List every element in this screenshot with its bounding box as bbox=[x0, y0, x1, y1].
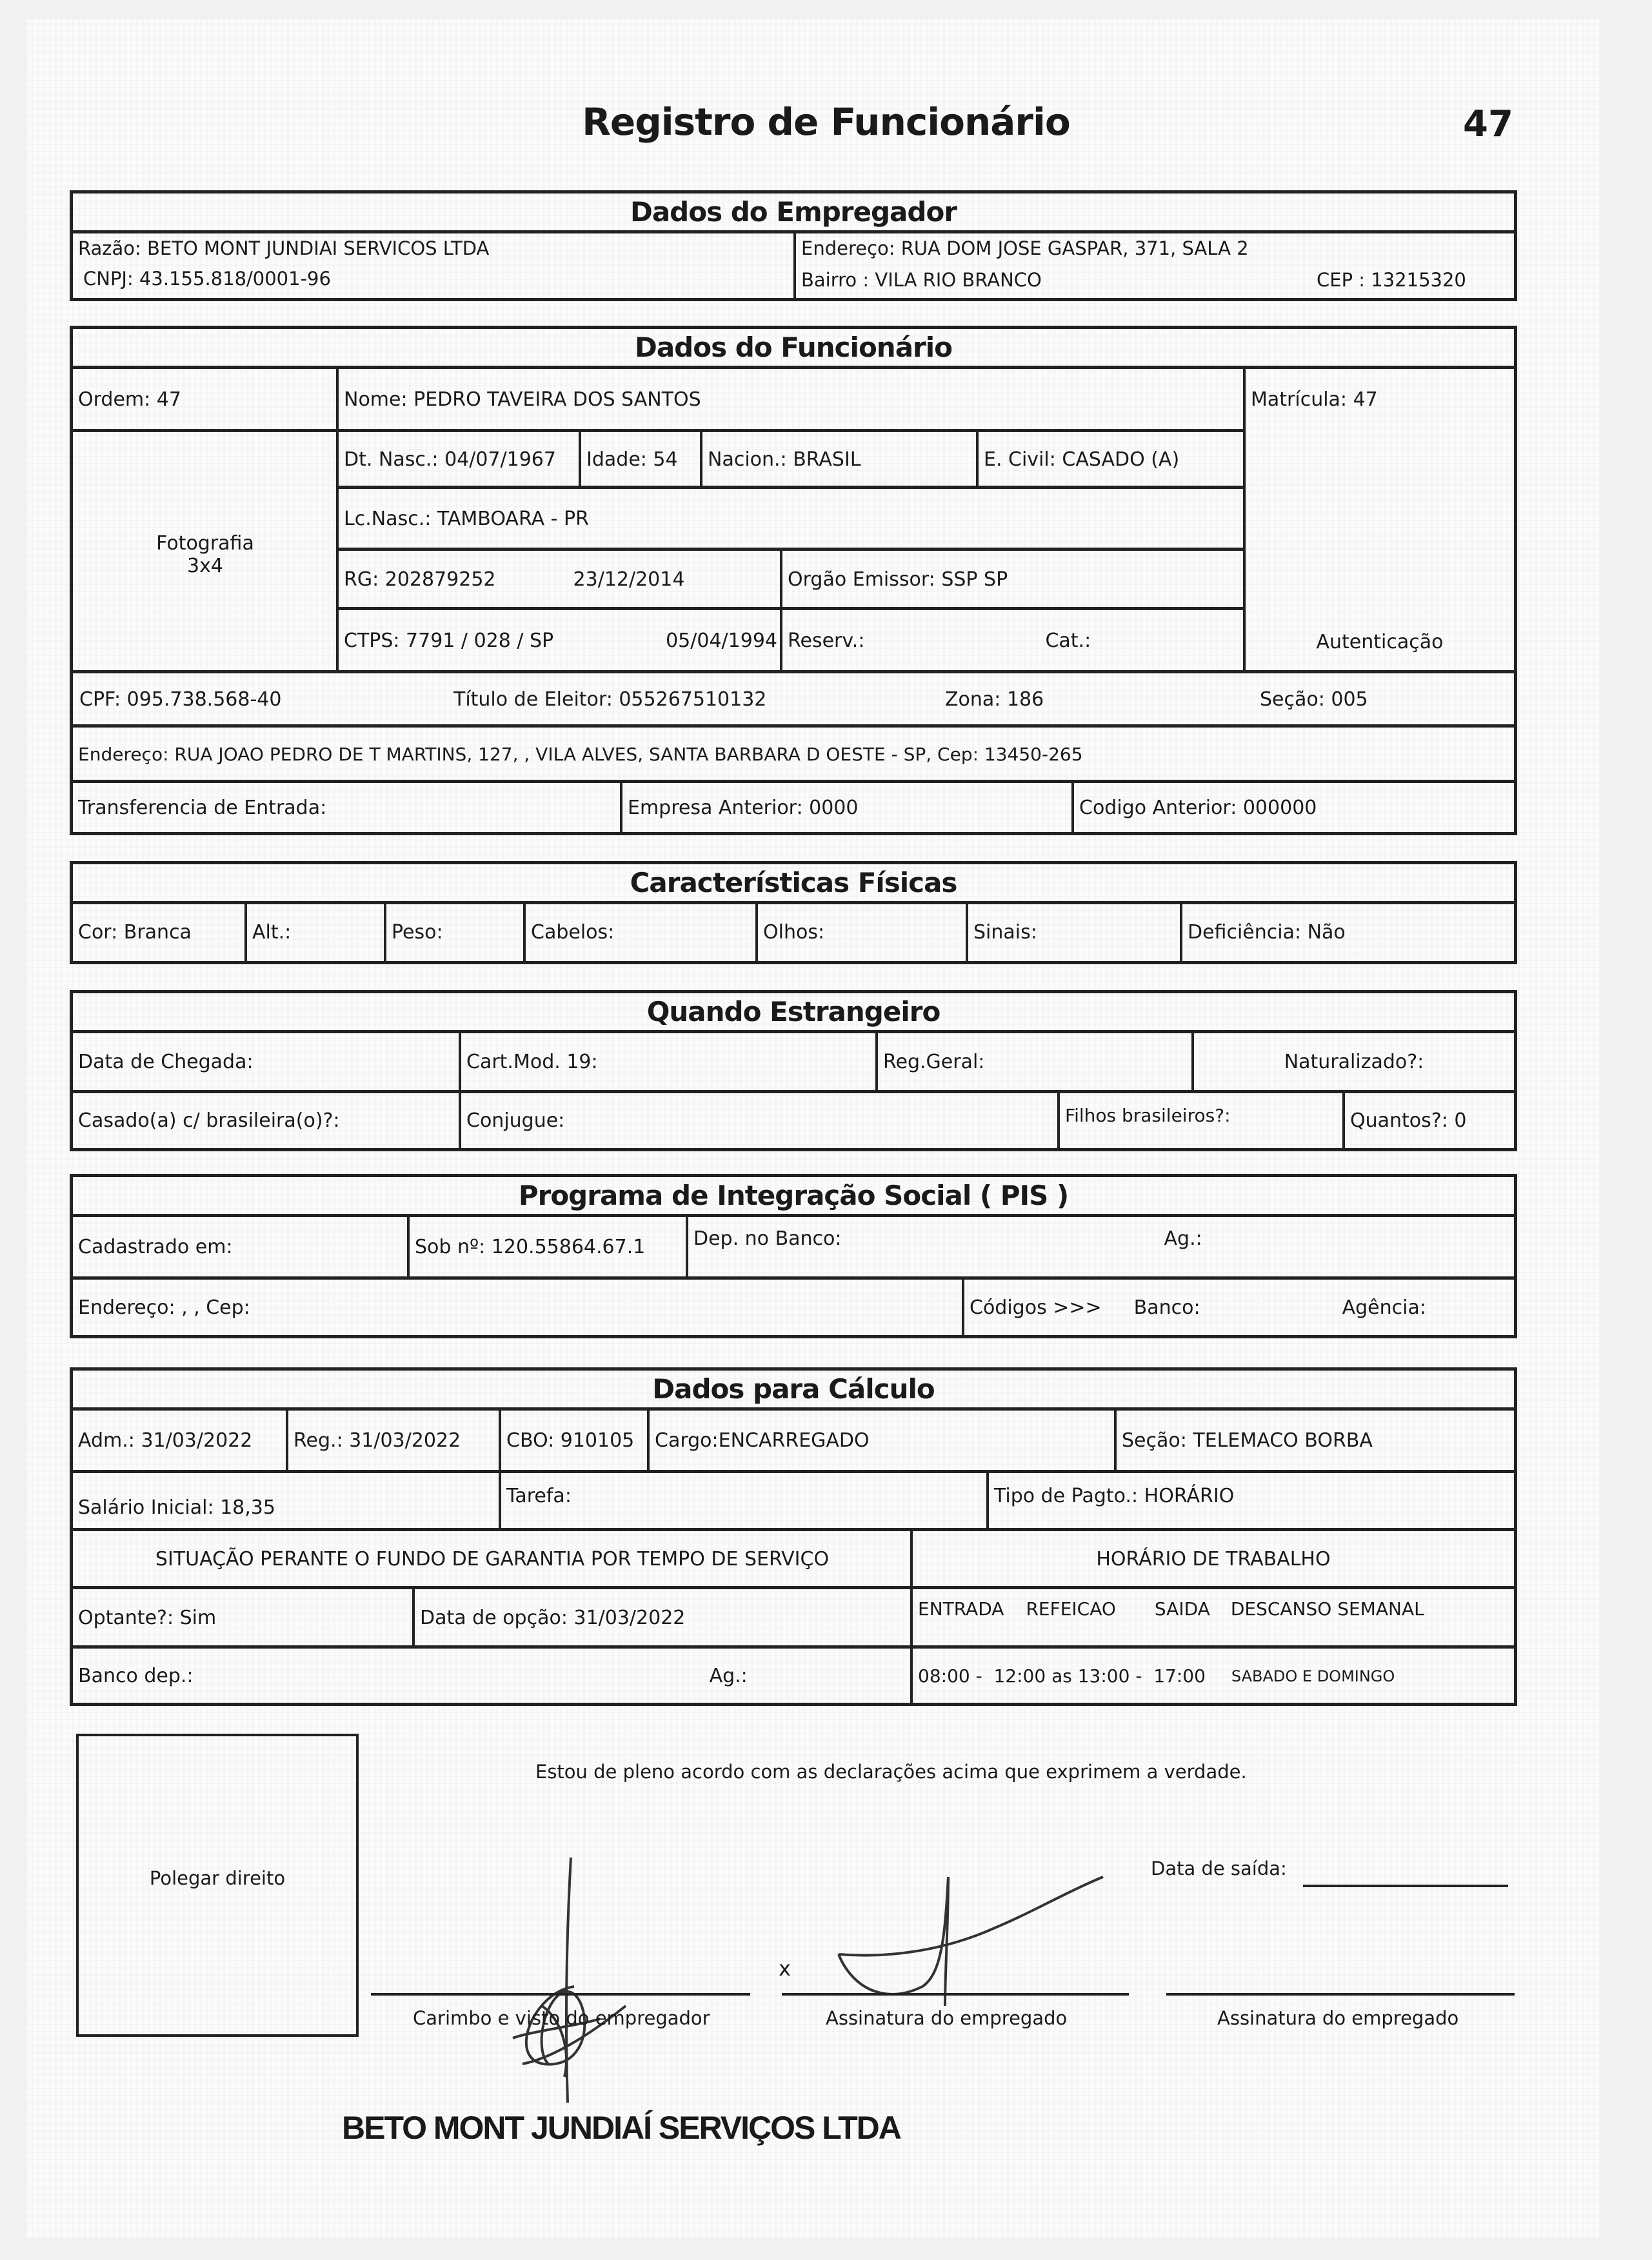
company-stamp: BETO MONT JUNDIAÍ SERVIÇOS LTDA bbox=[342, 2110, 901, 2146]
fgts-optant: Optante?: Sim bbox=[73, 1586, 413, 1647]
employee-secao: Seção: 005 bbox=[1260, 688, 1368, 711]
employee-rg-date: 23/12/2014 bbox=[573, 568, 685, 591]
foreigner-card-mod19: Cart.Mod. 19: bbox=[459, 1032, 877, 1091]
employee-voter-id: Título de Eleitor: 055267510132 bbox=[453, 688, 767, 711]
pis-bank-code: Banco: bbox=[1133, 1296, 1200, 1319]
pis-registered-on: Cadastrado em: bbox=[78, 1235, 233, 1258]
pis-codes-label: Códigos >>> bbox=[970, 1296, 1102, 1319]
calculation-section-title: Dados para Cálculo bbox=[73, 1371, 1514, 1411]
employee-name: Nome: PEDRO TAVEIRA DOS SANTOS bbox=[336, 368, 1244, 431]
exit-date-label: Data de saída: bbox=[1151, 1858, 1287, 1879]
employee-documents-row bbox=[73, 670, 1514, 726]
employee-signature-caption-1: Assinatura do empregado bbox=[826, 2007, 1068, 2029]
employee-section-title: Dados do Funcionário bbox=[73, 329, 1514, 369]
pis-address: Endereço: , , Cep: bbox=[73, 1276, 963, 1336]
employee-section bbox=[70, 326, 1517, 835]
employee-age: Idade: 54 bbox=[579, 429, 701, 487]
fgts-title: SITUAÇÃO PERANTE O FUNDO DE GARANTIA POR TEMPO DE SERVIÇO bbox=[73, 1528, 911, 1587]
employee-birth-date: Dt. Nasc.: 04/07/1967 bbox=[336, 429, 580, 487]
work-schedule-title: HORÁRIO DE TRABALHO bbox=[910, 1528, 1514, 1587]
employee-transfer: Transferencia de Entrada: bbox=[73, 780, 621, 833]
calc-agency-label: Ag.: bbox=[709, 1665, 748, 1687]
page-number: 47 bbox=[1463, 103, 1513, 145]
foreigner-married-brazilian: Casado(a) c/ brasileira(o)?: bbox=[73, 1090, 460, 1148]
employee-signature-line-1[interactable] bbox=[782, 1993, 1129, 1996]
employee-nationality: Nacion.: BRASIL bbox=[700, 429, 977, 487]
pis-bank-deposit-label: Dep. no Banco: bbox=[693, 1227, 842, 1250]
foreigner-section bbox=[70, 990, 1517, 1151]
calc-bank-deposit bbox=[73, 1645, 911, 1703]
employer-section-title: Dados do Empregador bbox=[73, 193, 1514, 233]
employee-cat-label: Cat.: bbox=[1045, 629, 1091, 652]
pis-agency-code: Agência: bbox=[1342, 1296, 1426, 1319]
employee-cpf: CPF: 095.738.568-40 bbox=[79, 688, 282, 711]
employee-rg bbox=[336, 548, 781, 608]
physical-eyes: Olhos: bbox=[755, 903, 967, 961]
schedule-col-saida: SAIDA bbox=[1154, 1598, 1210, 1620]
physical-color: Cor: Branca bbox=[78, 920, 192, 944]
calc-bank-deposit-label: Banco dep.: bbox=[78, 1665, 194, 1687]
employee-previous-code: Codigo Anterior: 000000 bbox=[1071, 780, 1514, 833]
document-title: Registro de Funcionário bbox=[582, 100, 1070, 144]
signature-x-mark: x bbox=[779, 1956, 791, 1981]
pis-section-title: Programa de Integração Social ( PIS ) bbox=[73, 1177, 1514, 1217]
employer-razao: Razão: BETO MONT JUNDIAI SERVICOS LTDA bbox=[78, 237, 490, 259]
calc-initial-salary: Salário Inicial: 18,35 bbox=[73, 1470, 500, 1529]
calc-payment-type: Tipo de Pagto.: HORÁRIO bbox=[986, 1470, 1514, 1529]
calculation-section bbox=[70, 1367, 1517, 1706]
employer-signature bbox=[452, 1838, 645, 2109]
pis-number: Sob nº: 120.55864.67.1 bbox=[407, 1216, 687, 1278]
calc-department: Seção: TELEMACO BORBA bbox=[1114, 1409, 1514, 1471]
employer-bairro: Bairro : VILA RIO BRANCO bbox=[793, 261, 1245, 299]
calc-task: Tarefa: bbox=[499, 1470, 988, 1529]
declaration-text: Estou de pleno acordo com as declarações acima que exprimem a verdade. bbox=[535, 1761, 1247, 1783]
physical-hair: Cabelos: bbox=[523, 903, 757, 961]
fgts-option-date: Data de opção: 31/03/2022 bbox=[412, 1586, 911, 1647]
work-schedule-columns bbox=[910, 1586, 1514, 1647]
employer-signature-line[interactable] bbox=[371, 1993, 750, 1996]
physical-marks: Sinais: bbox=[966, 903, 1181, 961]
schedule-rest-days: SABADO E DOMINGO bbox=[1231, 1667, 1395, 1685]
physical-section-title: Características Físicas bbox=[73, 864, 1514, 904]
photo-label: Fotografia bbox=[156, 532, 254, 555]
employee-ctps-number: CTPS: 7791 / 028 / SP bbox=[344, 629, 554, 652]
foreigner-brazilian-children: Filhos brasileiros?: bbox=[1057, 1090, 1344, 1148]
schedule-col-refeicao: REFEICAO bbox=[1026, 1598, 1116, 1620]
foreigner-reg-geral: Reg.Geral: bbox=[875, 1032, 1193, 1091]
pis-bank-deposit bbox=[686, 1216, 1514, 1278]
employee-reserv bbox=[780, 607, 1244, 671]
employee-rg-number: RG: 202879252 bbox=[344, 568, 496, 591]
calc-admission-date: Adm.: 31/03/2022 bbox=[78, 1429, 253, 1452]
employee-marital-status: E. Civil: CASADO (A) bbox=[976, 429, 1244, 487]
physical-height: Alt.: bbox=[244, 903, 385, 961]
calc-position: Cargo:ENCARREGADO bbox=[647, 1409, 1115, 1471]
authentication-box bbox=[1243, 429, 1514, 671]
employer-cnpj: CNPJ: 43.155.818/0001-96 bbox=[83, 267, 331, 290]
employee-address: Endereço: RUA JOAO PEDRO DE T MARTINS, 127, , VILA ALVES, SANTA BARBARA D OESTE - SP, Cep: 13450-265 bbox=[73, 724, 1514, 781]
calc-registration-date: Reg.: 31/03/2022 bbox=[286, 1409, 500, 1471]
employee-ctps-date: 05/04/1994 bbox=[666, 629, 777, 652]
thumbprint-box bbox=[76, 1734, 359, 2037]
schedule-col-entrada: ENTRADA bbox=[918, 1598, 1004, 1620]
calc-cbo: CBO: 910105 bbox=[499, 1409, 648, 1471]
foreigner-spouse: Conjugue: bbox=[459, 1090, 1059, 1148]
employer-stamp-caption: Carimbo e visto do empregador bbox=[413, 2007, 710, 2029]
employee-ordem: Ordem: 47 bbox=[78, 388, 181, 411]
employer-section bbox=[70, 190, 1517, 301]
physical-section bbox=[70, 861, 1517, 964]
physical-disability: Deficiência: Não bbox=[1180, 903, 1514, 961]
photo-placeholder bbox=[73, 429, 337, 677]
thumbprint-label: Polegar direito bbox=[149, 1867, 286, 1889]
photo-size: 3x4 bbox=[187, 555, 223, 577]
employer-cep: CEP : 13215320 bbox=[1317, 269, 1466, 291]
foreigner-children-count: Quantos?: 0 bbox=[1342, 1090, 1514, 1148]
work-schedule-values bbox=[910, 1645, 1514, 1703]
foreigner-section-title: Quando Estrangeiro bbox=[73, 993, 1514, 1033]
pis-codes bbox=[962, 1276, 1514, 1336]
foreigner-arrival-date: Data de Chegada: bbox=[78, 1050, 254, 1073]
pis-agency-label: Ag.: bbox=[1164, 1227, 1202, 1250]
exit-date-line[interactable] bbox=[1303, 1885, 1508, 1887]
employer-address: Endereço: RUA DOM JOSE GASPAR, 371, SALA 2 bbox=[793, 232, 1514, 264]
employee-reserv-label: Reserv.: bbox=[788, 629, 865, 652]
foreigner-naturalized: Naturalizado?: bbox=[1191, 1032, 1514, 1091]
employee-signature-caption-2: Assinatura do empregado bbox=[1217, 2007, 1459, 2029]
employee-birthplace: Lc.Nasc.: TAMBOARA - PR bbox=[336, 486, 1244, 549]
schedule-times: 08:00 - 12:00 as 13:00 - 17:00 bbox=[918, 1665, 1206, 1687]
employee-issuing-agency: Orgão Emissor: SSP SP bbox=[780, 548, 1244, 608]
pis-section bbox=[70, 1174, 1517, 1338]
employee-signature bbox=[819, 1858, 1116, 2006]
employee-signature-line-2[interactable] bbox=[1166, 1993, 1515, 1996]
employee-zona: Zona: 186 bbox=[945, 688, 1044, 711]
employee-previous-company: Empresa Anterior: 0000 bbox=[620, 780, 1073, 833]
employee-matricula: Matrícula: 47 bbox=[1243, 368, 1514, 431]
employee-ctps bbox=[336, 607, 781, 671]
physical-weight: Peso: bbox=[384, 903, 524, 961]
schedule-col-descanso: DESCANSO SEMANAL bbox=[1230, 1598, 1424, 1620]
authentication-label: Autenticação bbox=[1316, 631, 1444, 653]
